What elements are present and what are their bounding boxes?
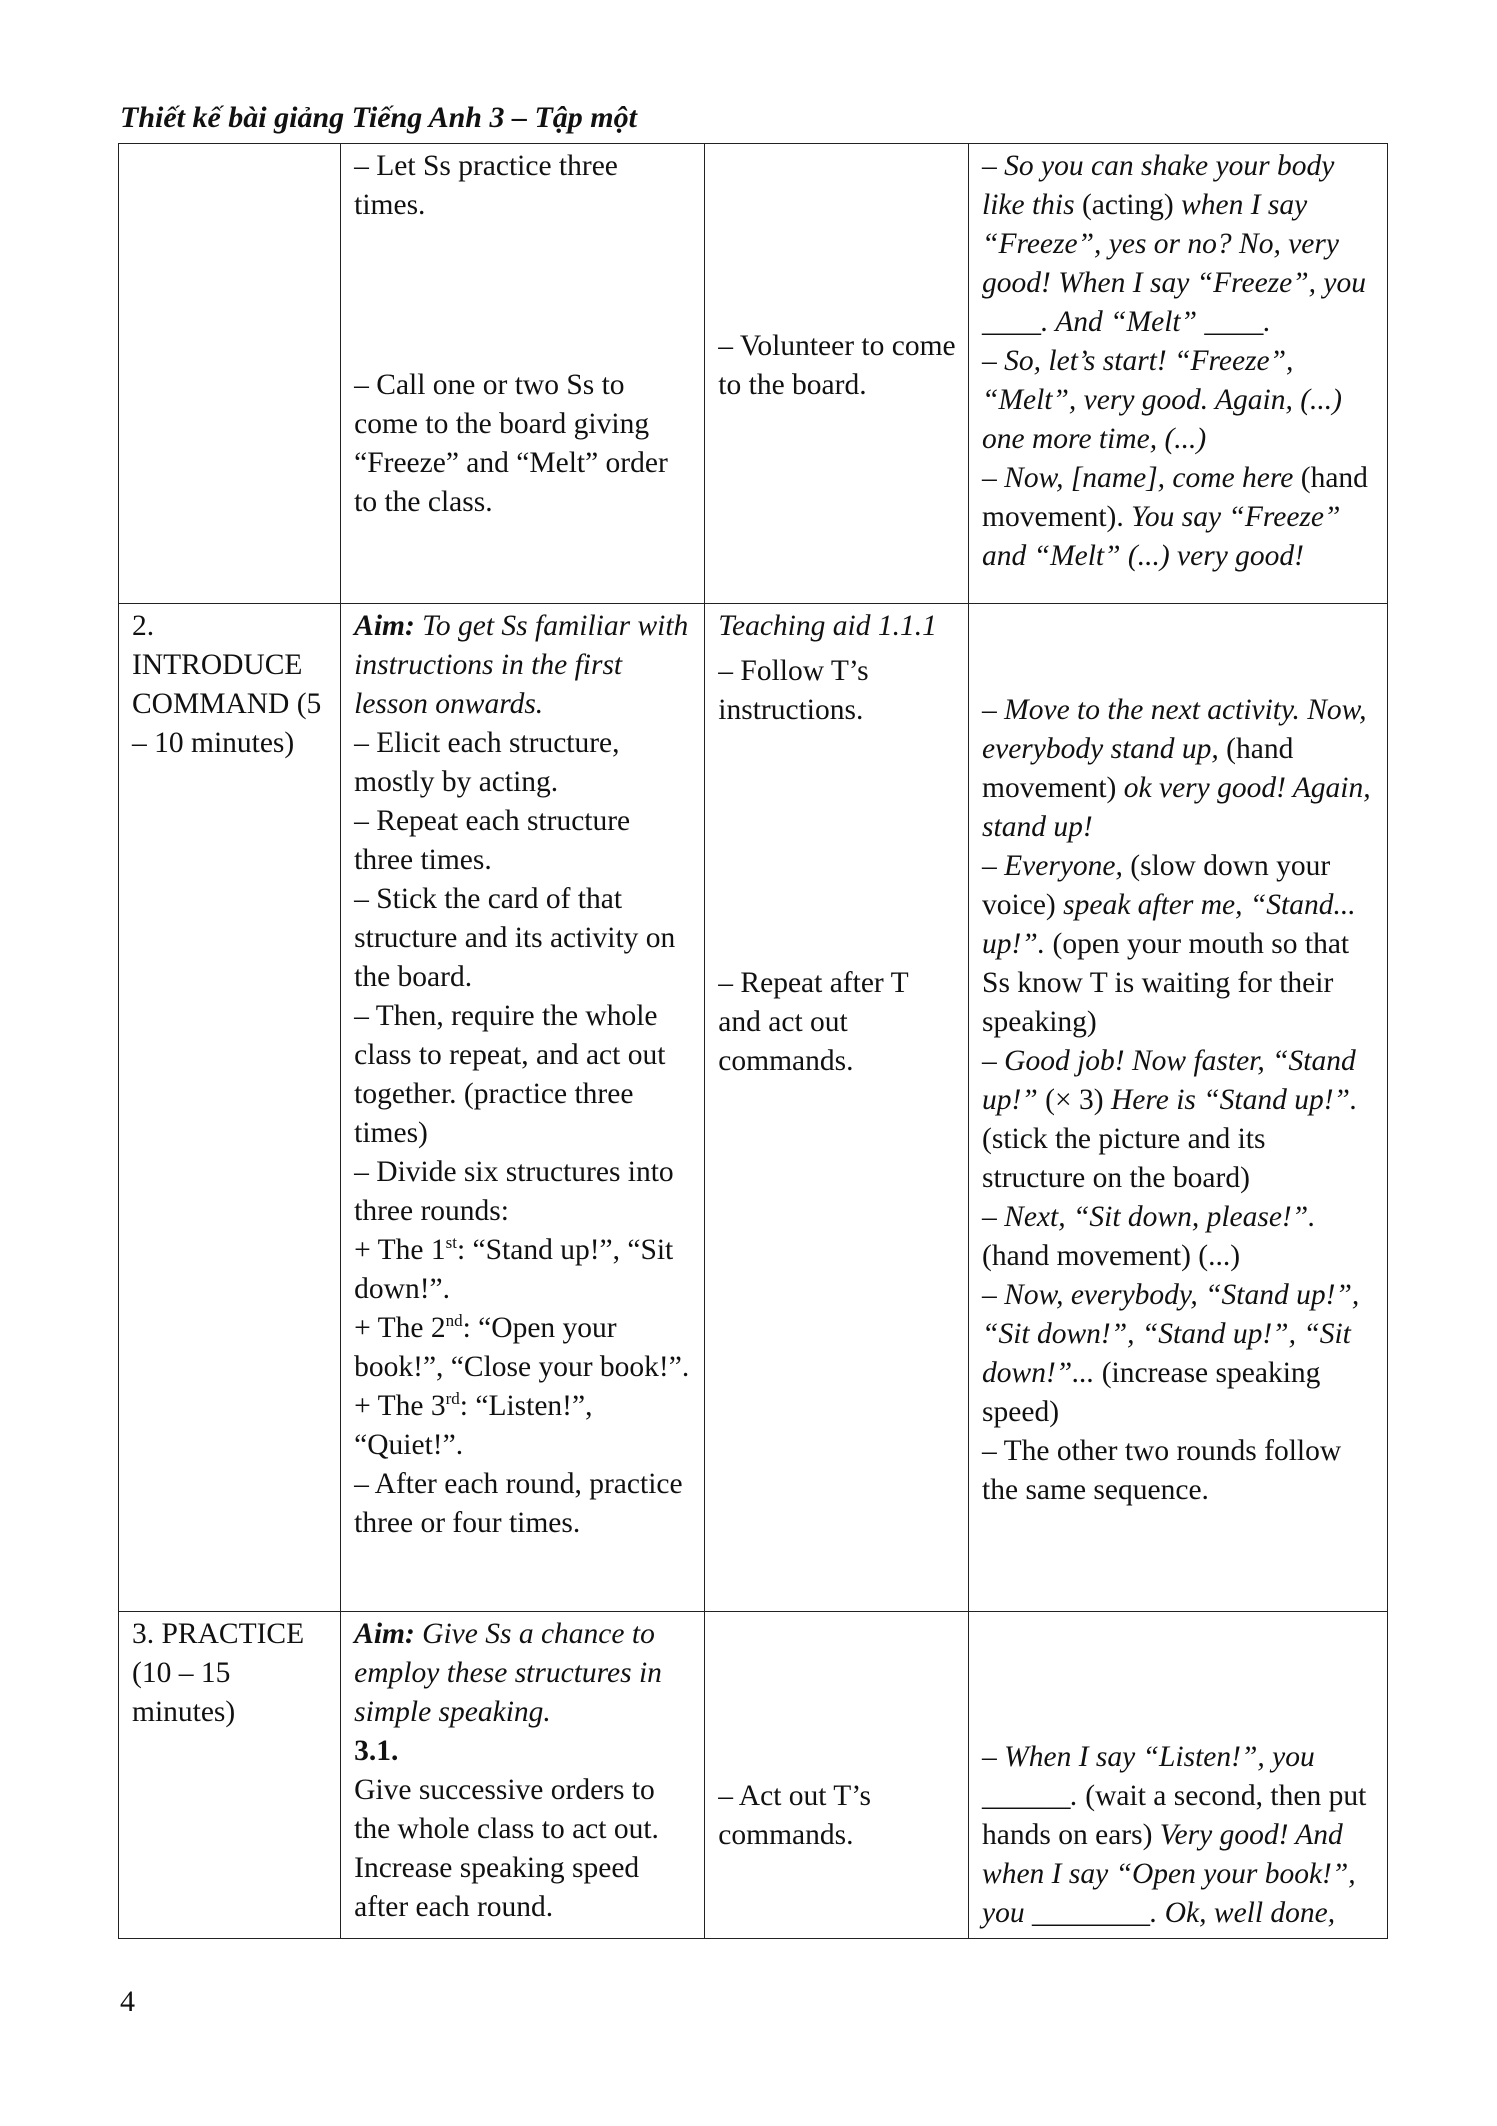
students-step: – Volunteer to come to the board. xyxy=(718,330,956,401)
stage-direction: (acting) xyxy=(1074,189,1182,221)
round-prefix: + The 2 xyxy=(354,1312,446,1344)
students-step: – Follow T’s instructions. xyxy=(718,655,869,726)
teacher-speech: – So you can shake your body like this xyxy=(982,150,1335,221)
teacher-speech: Here is “Stand up!”. xyxy=(1110,1084,1358,1116)
teacher-activity-cell xyxy=(341,1612,705,1939)
teacher-speech: Very good! And when I say “Open your book!”, you ________. Ok, well done, xyxy=(982,1819,1356,1929)
aim xyxy=(354,1615,692,1732)
language-paragraph xyxy=(982,1276,1375,1432)
round-item xyxy=(354,1309,692,1387)
teacher-step: – Let Ss practice three times. xyxy=(354,150,618,221)
stage-cell xyxy=(119,144,341,604)
teacher-activity-cell xyxy=(341,604,705,1612)
language-cell xyxy=(969,144,1388,604)
aim-label: Aim: xyxy=(354,1618,415,1650)
language-paragraph xyxy=(982,342,1375,459)
ordinal-suffix: rd xyxy=(445,1389,460,1409)
teaching-aid: Teaching aid 1.1.1 xyxy=(718,610,937,642)
stage-direction: (hand movement) (...) xyxy=(982,1240,1241,1272)
teacher-speech: – Everyone, xyxy=(982,850,1123,882)
stage-cell xyxy=(119,604,341,1612)
students-step: – Act out T’s commands. xyxy=(718,1780,871,1851)
students-step: – Repeat after T and act out commands. xyxy=(718,967,909,1077)
table-row xyxy=(119,144,1388,604)
stage-direction: (× 3) xyxy=(1037,1084,1111,1116)
language-paragraph xyxy=(982,847,1375,1042)
stage-direction: (increase speaking speed) xyxy=(982,1357,1321,1428)
language-paragraph: – The other two rounds follow the same sequence. xyxy=(982,1435,1342,1506)
teacher-step: – Then, require the whole class to repeat, and act out together. (practice three times) xyxy=(354,1000,666,1149)
aim-text: To get Ss familiar with instructions in the first lesson onwards. xyxy=(354,610,689,720)
sub-activity-label: 3.1. xyxy=(354,1735,399,1767)
students-activity-cell xyxy=(705,144,969,604)
stage-label: 3. PRACTICE (10 – 15 minutes) xyxy=(132,1618,305,1728)
lesson-plan-table xyxy=(118,143,1388,1939)
ordinal-suffix: st xyxy=(445,1233,457,1253)
round-item xyxy=(354,1231,692,1309)
teacher-speech: – Now, [name], come here xyxy=(982,462,1294,494)
language-paragraph xyxy=(982,1042,1375,1198)
stage-direction: (wait a second, then put hands on ears) xyxy=(982,1780,1367,1851)
round-commands: : “Listen!”, “Quiet!”. xyxy=(354,1390,593,1461)
teacher-step: – Repeat each structure three times. xyxy=(354,805,631,876)
table-row xyxy=(119,604,1388,1612)
round-prefix: + The 3 xyxy=(354,1390,446,1422)
running-header: Thiết kế bài giảng Tiếng Anh 3 – Tập một xyxy=(120,101,637,134)
round-commands: : “Stand up!”, “Sit down!”. xyxy=(354,1234,674,1305)
teacher-speech: – Next, “Sit down, please!”. xyxy=(982,1201,1316,1233)
language-cell xyxy=(969,1612,1388,1939)
language-paragraph xyxy=(982,1198,1375,1276)
round-prefix: + The 1 xyxy=(354,1234,446,1266)
round-commands: : “Open your book!”, “Close your book!”. xyxy=(354,1312,690,1383)
teacher-speech: – When I say “Listen!”, you ______. xyxy=(982,1741,1315,1812)
stage-direction: (slow down your voice) xyxy=(982,850,1331,921)
teacher-speech: ok very good! Again, stand up! xyxy=(982,772,1371,843)
language-paragraph xyxy=(982,147,1375,342)
round-item xyxy=(354,1387,692,1465)
aim-text: Give Ss a chance to employ these structures in simple speaking. xyxy=(354,1618,662,1728)
language-paragraph xyxy=(982,691,1375,847)
aim-label: Aim: xyxy=(354,610,415,642)
teacher-speech: – Move to the next activity. Now, everybody stand up, xyxy=(982,694,1367,765)
teacher-speech: when I say “Freeze”, yes or no? No, very good! When I say “Freeze”, you ____. And “Melt” ____. xyxy=(982,189,1366,338)
teacher-speech: – So, let’s start! “Freeze”, “Melt”, very good. Again, (...) one more time, (...) xyxy=(982,345,1342,455)
stage-label: 2. INTRODUCE COMMAND (5 – 10 minutes) xyxy=(132,610,322,759)
stage-direction: (open your mouth so that Ss know T is waiting for their speaking) xyxy=(982,928,1350,1038)
teacher-step: – Stick the card of that structure and its activity on the board. xyxy=(354,883,676,993)
stage-direction: (hand movement). xyxy=(982,462,1368,533)
teacher-speech: – Now, everybody, “Stand up!”, “Sit down!”, “Stand up!”, “Sit down!”... xyxy=(982,1279,1360,1389)
teacher-speech: You say “Freeze” and “Melt” (...) very good! xyxy=(982,501,1341,572)
stage-cell xyxy=(119,1612,341,1939)
teacher-step: – Call one or two Ss to come to the board giving “Freeze” and “Melt” order to the class. xyxy=(354,369,668,518)
teacher-speech: – Good job! Now faster, “Stand up!” xyxy=(982,1045,1356,1116)
teacher-step: – Elicit each structure, mostly by acting. xyxy=(354,727,620,798)
stage-direction: (hand movement) xyxy=(982,733,1294,804)
aim xyxy=(354,607,692,724)
students-activity-cell xyxy=(705,604,969,1612)
teacher-step: Give successive orders to the whole class to act out. Increase speaking speed after each round. xyxy=(354,1774,659,1923)
teacher-activity-cell xyxy=(341,144,705,604)
teacher-speech: speak after me, “Stand... up!”. xyxy=(982,889,1356,960)
teacher-step: – Divide six structures into three rounds: xyxy=(354,1156,674,1227)
page-number: 4 xyxy=(120,1985,135,2018)
table-row xyxy=(119,1612,1388,1939)
stage-direction: (stick the picture and its structure on the board) xyxy=(982,1123,1266,1194)
language-paragraph xyxy=(982,1738,1375,1933)
language-paragraph xyxy=(982,459,1375,576)
teacher-step: – After each round, practice three or four times. xyxy=(354,1468,683,1539)
language-cell xyxy=(969,604,1388,1612)
ordinal-suffix: nd xyxy=(445,1311,463,1331)
students-activity-cell xyxy=(705,1612,969,1939)
